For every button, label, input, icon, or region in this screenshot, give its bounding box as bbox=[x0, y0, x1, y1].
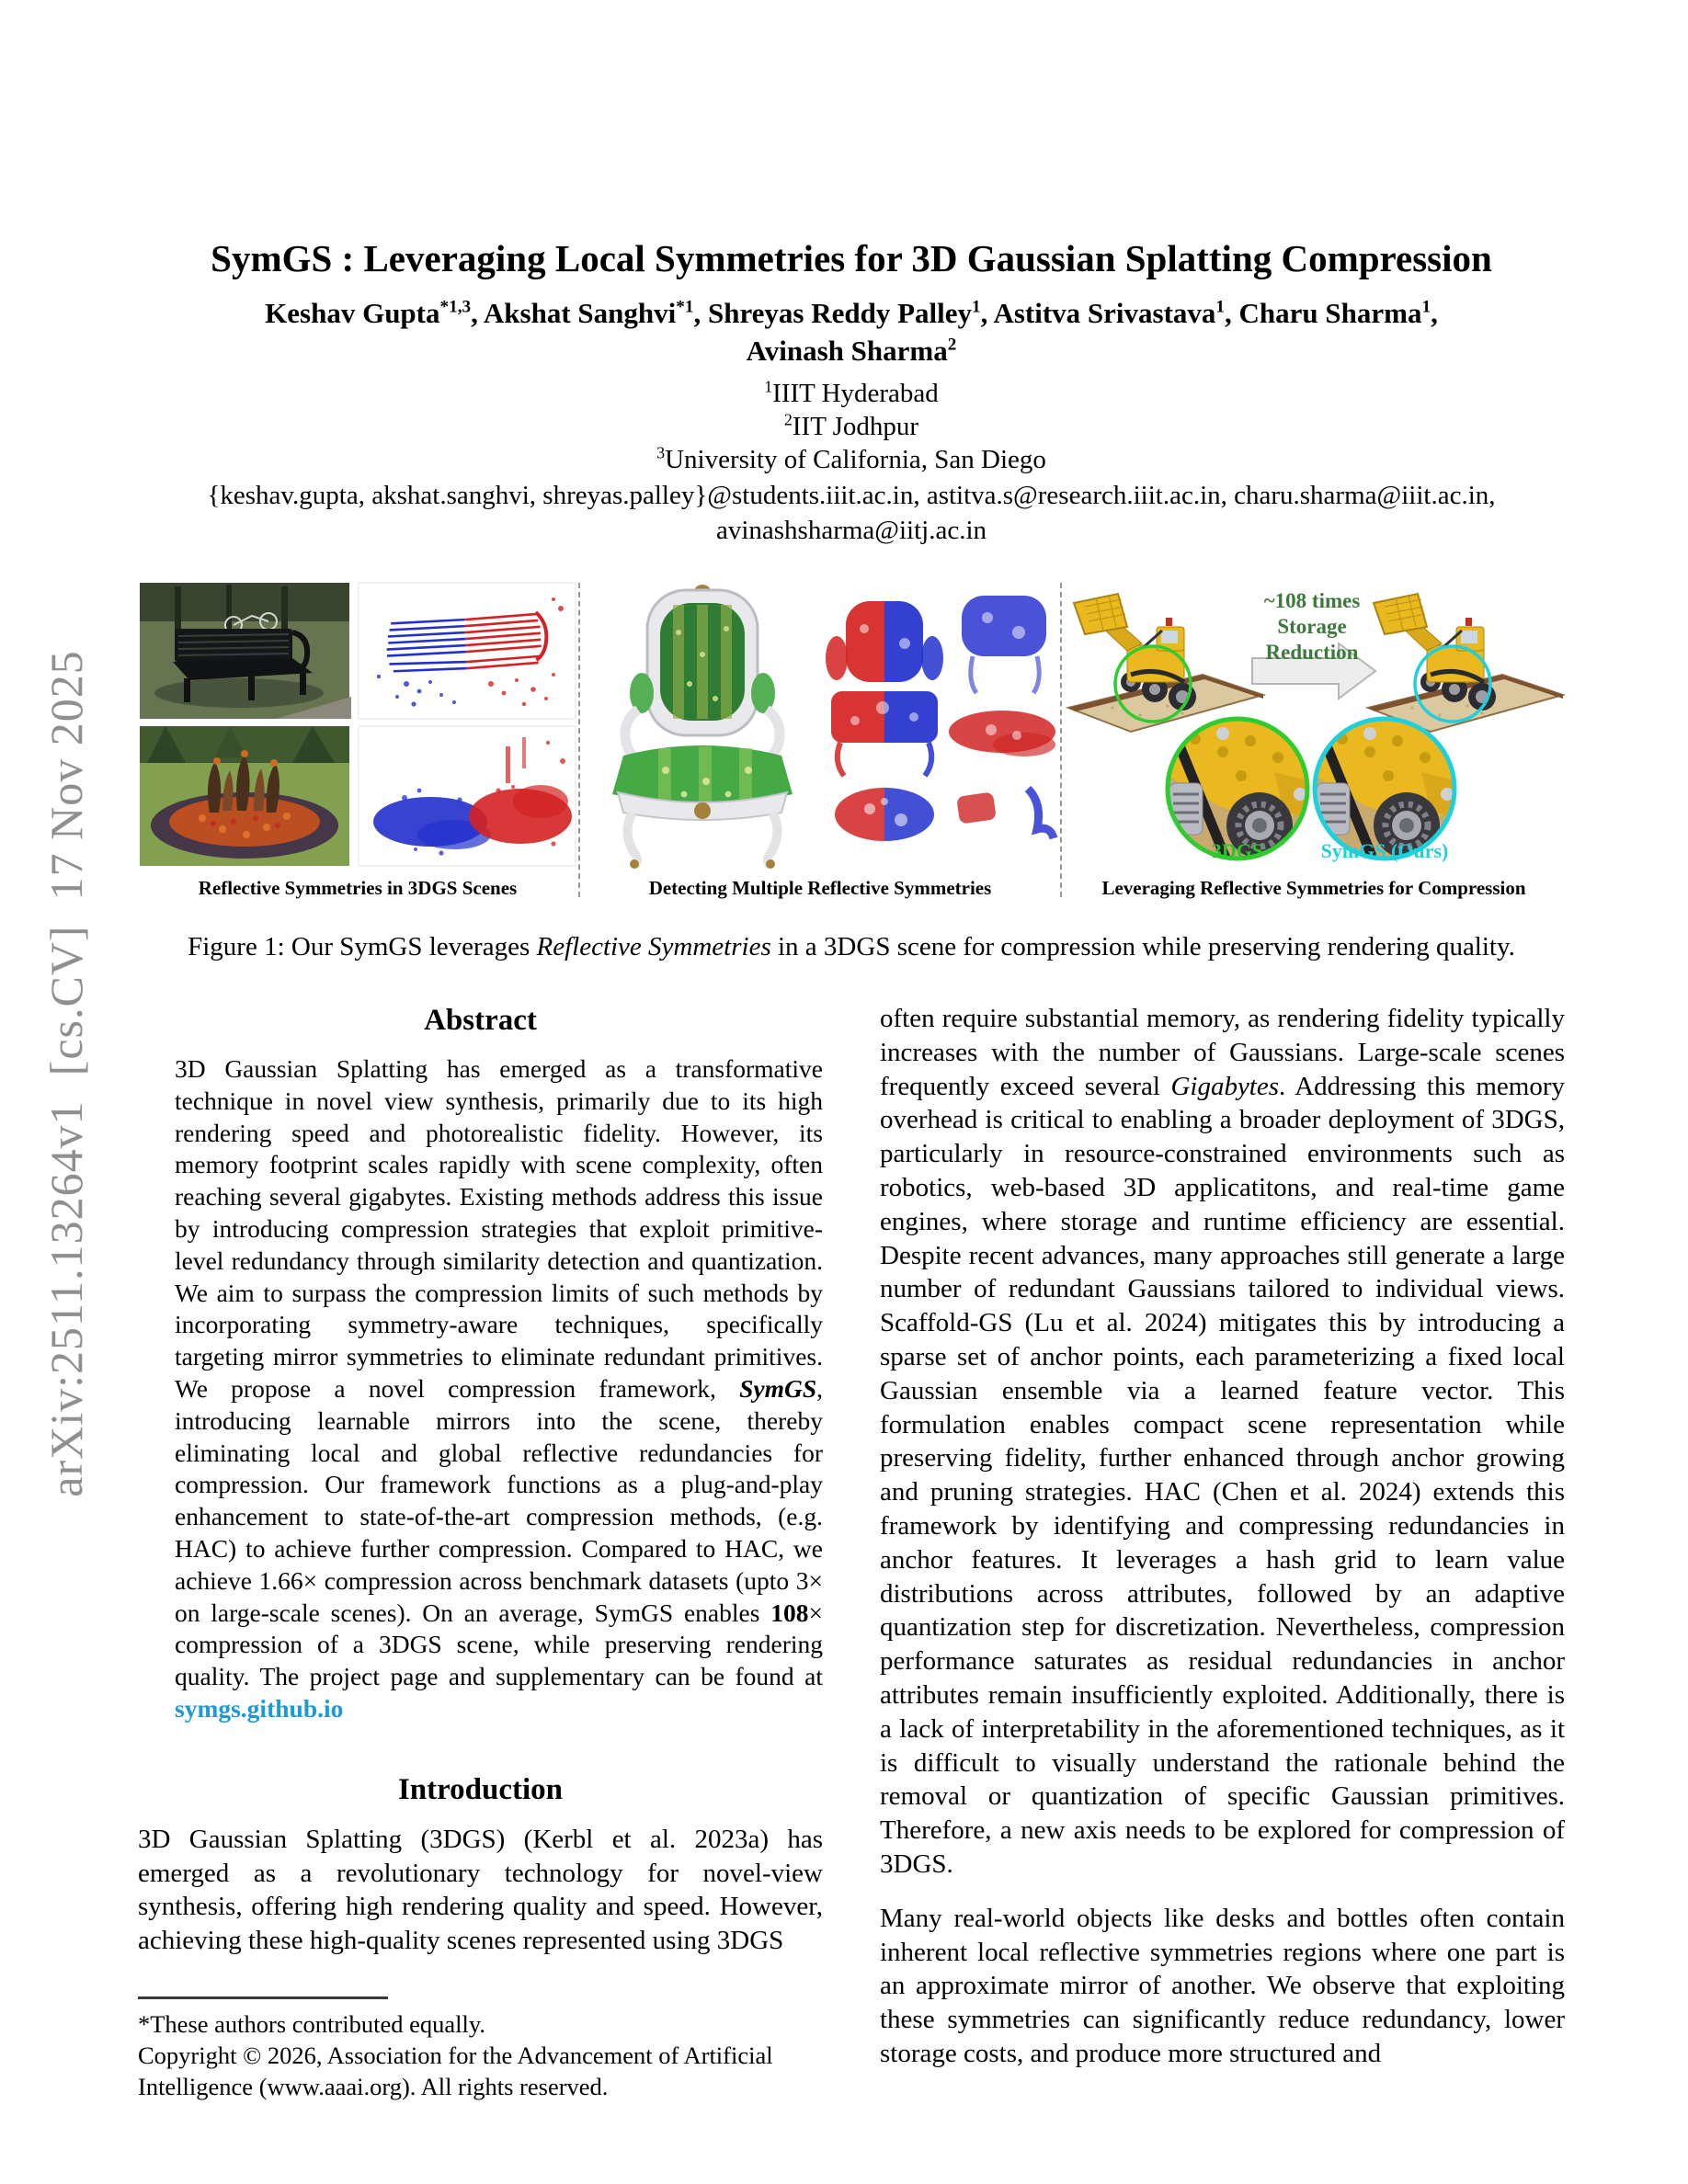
garden-photo bbox=[140, 726, 349, 866]
abstract-heading: Abstract bbox=[424, 1004, 537, 1037]
text-run: Keshav Gupta bbox=[265, 297, 440, 329]
text-run: often require substantial memory, as rendering fidelity typically increases with the number of Gaussians. Large-scale scenes frequently exceed several bbox=[880, 1004, 1565, 1101]
text-run: 1 bbox=[972, 297, 981, 317]
text-run: , bbox=[471, 297, 484, 329]
affiliation-2 bbox=[138, 410, 1565, 443]
footnote-block bbox=[138, 1996, 823, 2102]
text-run: , bbox=[693, 297, 708, 329]
introduction-heading: Introduction bbox=[397, 1772, 564, 1806]
panel3-caption: Leveraging Reflective Symmetries for Compression bbox=[1101, 877, 1526, 899]
panel3-artwork bbox=[1063, 581, 1565, 870]
chair-symmetry-map-2 bbox=[949, 596, 1055, 838]
text-run: 3 bbox=[656, 443, 666, 462]
text-run: Shreyas Reddy Palley bbox=[707, 297, 973, 329]
left-column bbox=[138, 1002, 823, 2102]
text-run: *1 bbox=[676, 297, 694, 317]
text-run: , introducing learnable mirrors into the scene, thereby eliminating local and global reflective redundancies for compression. Our framework functions as a plug-and-play enhancement to state-of-the-art compression methods, (e.g. HAC) to achieve further compression. Compared to HAC, we achieve 1.66× compression across benchmark datasets (upto 3× on large-scale scenes). On an average, SymGS enables bbox=[175, 1373, 823, 1627]
label-3dgs: 3DGS bbox=[1211, 839, 1264, 862]
arxiv-banner: arXiv:2511.13264v1 [cs.CV] 17 Nov 2025 bbox=[40, 650, 92, 1497]
storage-reduction-line1: ~108 times bbox=[1263, 589, 1361, 612]
email-line-1: {keshav.gupta, akshat.sanghvi, shreyas.palley}@students.iiit.ac.in, astitva.s@research.iiit.ac.in, charu.sharma@iiit.ac.in, bbox=[207, 481, 1496, 510]
author-line-2 bbox=[138, 332, 1565, 370]
figure-1-caption bbox=[138, 930, 1565, 963]
author-line-1 bbox=[138, 294, 1565, 332]
paper-title: SymGS : Leveraging Local Symmetries for 3D Gaussian Splatting Compression bbox=[211, 237, 1492, 279]
figure-1 bbox=[138, 581, 1565, 963]
footnote-equal-contribution: *These authors contributed equally. bbox=[138, 2009, 486, 2038]
text-run: IIT Jodhpur bbox=[792, 412, 919, 441]
emails bbox=[138, 478, 1565, 548]
affiliation-1 bbox=[138, 377, 1565, 410]
panel-reflective-symmetries bbox=[138, 581, 577, 899]
abstract-text bbox=[138, 1053, 823, 1725]
author-block bbox=[138, 294, 1565, 370]
text-run: Gigabytes bbox=[1170, 1071, 1280, 1101]
bulldozer-scene-3dgs bbox=[1068, 594, 1263, 732]
text-run: Astitva Srivastava bbox=[993, 297, 1216, 329]
text-run: *1,3 bbox=[439, 297, 472, 317]
figure-1-panels bbox=[138, 581, 1565, 899]
two-column-body bbox=[138, 1002, 1565, 2102]
text-run: Charu Sharma bbox=[1238, 297, 1422, 329]
text-run: 1 bbox=[764, 377, 773, 396]
footnote-copyright: Copyright © 2026, Association for the Advancement of Artificial Intelligence (www.aaai.org). All rights reserved. bbox=[138, 2041, 773, 2100]
bench-photo bbox=[140, 583, 351, 719]
storage-reduction-label bbox=[1243, 588, 1381, 665]
panel-divider-2 bbox=[1060, 583, 1062, 897]
panel-multiple-symmetries bbox=[581, 581, 1059, 899]
text-run: SymGS bbox=[739, 1373, 817, 1403]
text-run: 1 bbox=[1421, 297, 1431, 317]
text-run: Reflective Symmetries bbox=[536, 932, 771, 961]
panel2-caption: Detecting Multiple Reflective Symmetries bbox=[648, 877, 992, 899]
right-column-paragraph-1 bbox=[880, 1002, 1565, 1882]
project-page-link[interactable]: symgs.github.io bbox=[175, 1693, 344, 1723]
text-run: 2 bbox=[947, 335, 957, 355]
text-run: IIIT Hyderabad bbox=[772, 379, 939, 408]
storage-reduction-line2: Storage Reduction bbox=[1265, 615, 1359, 664]
chair-photo bbox=[612, 585, 793, 869]
text-run: , bbox=[1225, 297, 1239, 329]
footnote-rule bbox=[138, 1996, 388, 1999]
bulldozer-scene-symgs bbox=[1368, 594, 1563, 732]
text-run: 1 bbox=[1215, 297, 1226, 317]
text-run: , bbox=[980, 297, 994, 329]
introduction-text: 3D Gaussian Splatting (3DGS) (Kerbl et al. 2023a) has emerged as a revolutionary technology for novel-view synthesis, offering high rendering quality and speed. However, achieving these high-quality scenes represented using 3DGS bbox=[138, 1824, 823, 1956]
text-run: Avinash Sharma bbox=[746, 335, 948, 367]
text-run: 2 bbox=[783, 410, 793, 429]
text-run: in a 3DGS scene for compression while preserving rendering quality. bbox=[770, 932, 1515, 961]
affiliations bbox=[138, 377, 1565, 476]
garden-symmetry-map bbox=[359, 726, 576, 866]
text-run: Akshat Sanghvi bbox=[483, 297, 677, 329]
label-symgs: SymGS (Ours) bbox=[1320, 839, 1449, 862]
panel1-caption: Reflective Symmetries in 3DGS Scenes bbox=[198, 877, 518, 899]
email-line-2: avinashsharma@iitj.ac.in bbox=[715, 516, 987, 545]
text-run: University of California, San Diego bbox=[665, 445, 1046, 474]
panel2-artwork bbox=[581, 581, 1059, 870]
text-run: Figure 1: Our SymGS leverages bbox=[188, 932, 537, 961]
bench-symmetry-map bbox=[359, 583, 576, 719]
panel-divider-1 bbox=[578, 583, 580, 897]
text-run: , bbox=[1431, 297, 1438, 329]
right-column-paragraph-2: Many real-world objects like desks and bottles often contain inherent local reflective symmetries regions where one part is an approximate mirror of another. We observe that exploiting these symmetries can significantly reduce redundancy, lower storage costs, and produce more structured and bbox=[880, 1903, 1565, 2068]
text-run: × compression of a 3DGS scene, while preserving rendering quality. The project page and supplementary can be found at bbox=[175, 1598, 823, 1691]
chair-symmetry-map-1 bbox=[826, 601, 943, 841]
paper-page bbox=[138, 0, 1565, 2102]
panel-compression bbox=[1063, 581, 1565, 899]
affiliation-3 bbox=[138, 443, 1565, 476]
right-column bbox=[880, 1002, 1565, 2102]
text-run: 3D Gaussian Splatting has emerged as a transformative technique in novel view synthesis, primarily due to its high rendering speed and photorealistic fidelity. However, its memory footprint scales rapidly with scene complexity, often reaching several gigabytes. Existing methods address this issue by introducing compression strategies that exploit primitive-level redundancy through similarity detection and quantization. We aim to surpass the compression limits of such methods by incorporating symmetry-aware techniques, specifically targeting mirror symmetries to eliminate redundant primitives. We propose a novel compression framework, bbox=[175, 1054, 823, 1403]
text-run: . Addressing this memory overhead is critical to enabling a broader deployment of 3DGS, particularly in resource-constrained environments such as robotics, web-based 3D applicatitons, and real-time game engines, where storage and runtime efficiency are essential. Despite recent advances, many approaches still generate a large number of redundant Gaussians tailored to individual views. Scaffold-GS (Lu et al. 2024) mitigates this by introducing a sparse set of anchor points, each parameterizing a fixed local Gaussian ensemble via a learned feature vector. This formulation enables compact scene representation while preserving fidelity, further enhanced through anchor growing and pruning strategies. HAC (Chen et al. 2024) extends this framework by identifying and compressing redundancies in anchor features. It leverages a hash grid to learn value distributions across attributes, followed by an adaptive quantization step for discretization. Nevertheless, compression performance saturates as residual redundancies in anchor attributes remain insufficiently exploited. Additionally, there is a lack of interpretability in the aforementioned techniques, as it is difficult to visually understand the rationale behind the removal or quantization of specific Gaussian primitives. Therefore, a new axis needs to be explored for compression of 3DGS. bbox=[880, 1071, 1565, 1879]
text-run: 108 bbox=[770, 1598, 809, 1627]
panel1-artwork bbox=[138, 581, 577, 870]
